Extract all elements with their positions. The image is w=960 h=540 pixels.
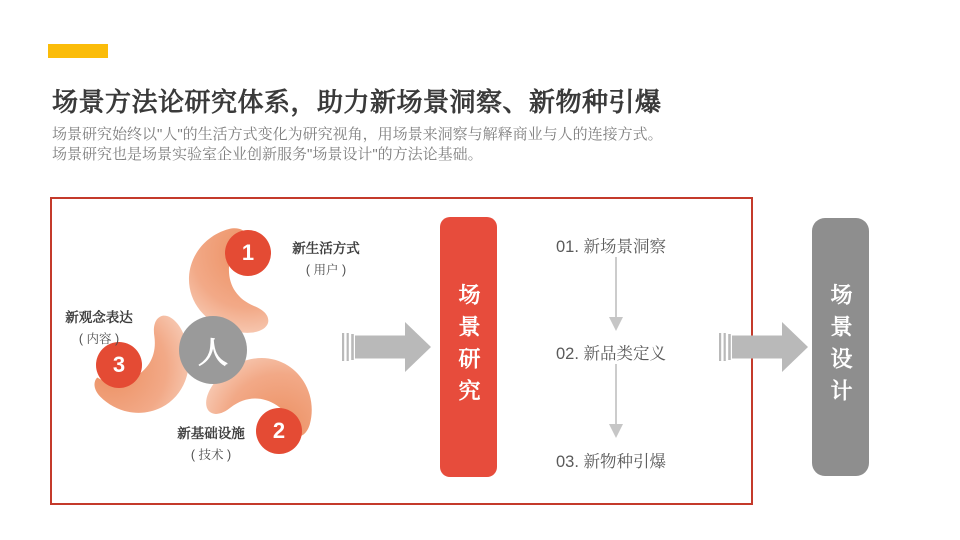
factor-subtitle-2: ( 技术 ) [190,448,232,462]
factor-circle-3 [96,342,142,388]
factor-subtitle-1: ( 用户 ) [305,263,347,277]
flow-arrow-right [719,322,808,372]
factor-title-3: 新观念表达 [65,310,133,325]
research-box: 场景研究 [440,217,497,477]
step-arrow-2 [609,364,623,438]
factor-circle-2 [256,408,302,454]
factor-label-3 [65,306,133,347]
step-item-2: 02. 新品类定义 [556,345,667,363]
factor-subtitle-3: ( 内容 ) [78,332,120,346]
factor-label-1 [292,237,360,278]
subtitle-line-2: 场景研究也是场景实验室企业创新服务"场景设计"的方法论基础。 [52,146,483,163]
subtitle-line-1: 场景研究始终以"人"的生活方式变化为研究视角，用场景来洞察与解释商业与人的连接方式。 [52,126,663,143]
factor-number-1: 1 [241,240,255,265]
step-item-1: 01. 新场景洞察 [556,238,667,256]
design-box: 场景设计 [812,218,869,476]
flow-arrow-left [342,322,431,372]
factor-label-2 [177,422,245,463]
factor-title-2: 新基础设施 [177,426,245,441]
step-arrow-1 [609,257,623,331]
page-title: 场景方法论研究体系，助力新场景洞察、新物种引爆 [52,87,662,117]
person-label: 人 [198,337,228,370]
factor-circle-1 [225,230,271,276]
factor-number-2: 2 [272,418,286,443]
person-circle [179,316,247,384]
factor-number-3: 3 [112,352,126,377]
factor-title-1: 新生活方式 [292,241,360,256]
step-item-3: 03. 新物种引爆 [556,453,667,471]
